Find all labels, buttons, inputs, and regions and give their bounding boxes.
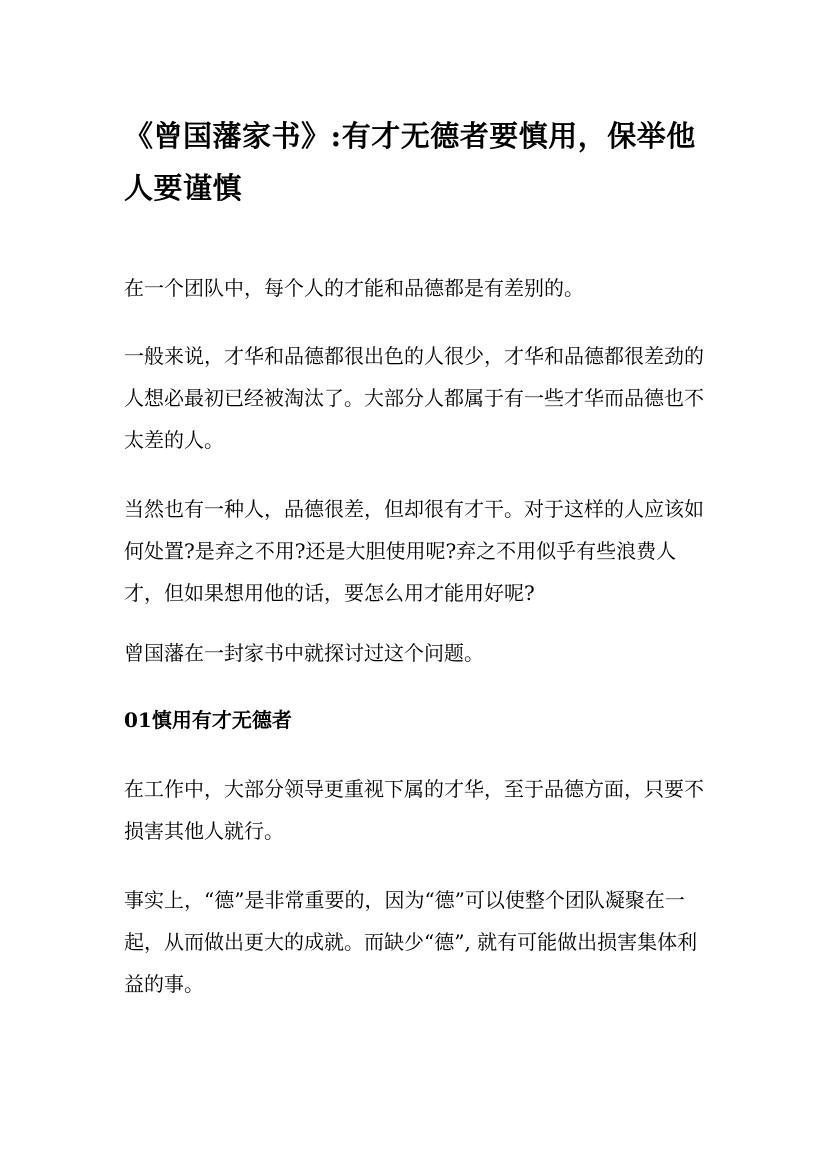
paragraph-talent-and-virtue: 一般来说，才华和品德都很出色的人很少，才华和品德都很差劲的人想必最初已经被淘汰了。大部分人都属于有一些才华而品德也不太差的人。 [124,344,704,452]
paragraph-zeng-guofan-letter: 曾国藩在一封家书中就探讨过这个问题。 [124,641,484,665]
paragraph-leaders-value-talent: 在工作中，大部分领导更重视下属的才华，至于品德方面，只要不损害其他人就行。 [124,777,704,843]
paragraph-team-differences: 在一个团队中，每个人的才能和品德都是有差别的。 [124,276,584,300]
paragraph-talented-without-virtue: 当然也有一种人，品德很差，但却很有才干。对于这样的人应该如何处置?是弃之不用?还是大胆使用呢?弃之不用似乎有些浪费人才，但如果想用他的话，要怎么用才能用好呢? [124,497,704,605]
document-page [124,110,704,1005]
section-heading: 01慎用有才无德者 [124,708,292,732]
document-title: 《曾国藩家书》:有才无德者要慎用，保举他人要谨慎 [124,119,696,205]
paragraph-importance-of-virtue: 事实上，“德”是非常重要的，因为“德”可以使整个团队凝聚在一起，从而做出更大的成就。而缺少“德”, 就有可能做出损害集体利益的事。 [124,888,698,996]
